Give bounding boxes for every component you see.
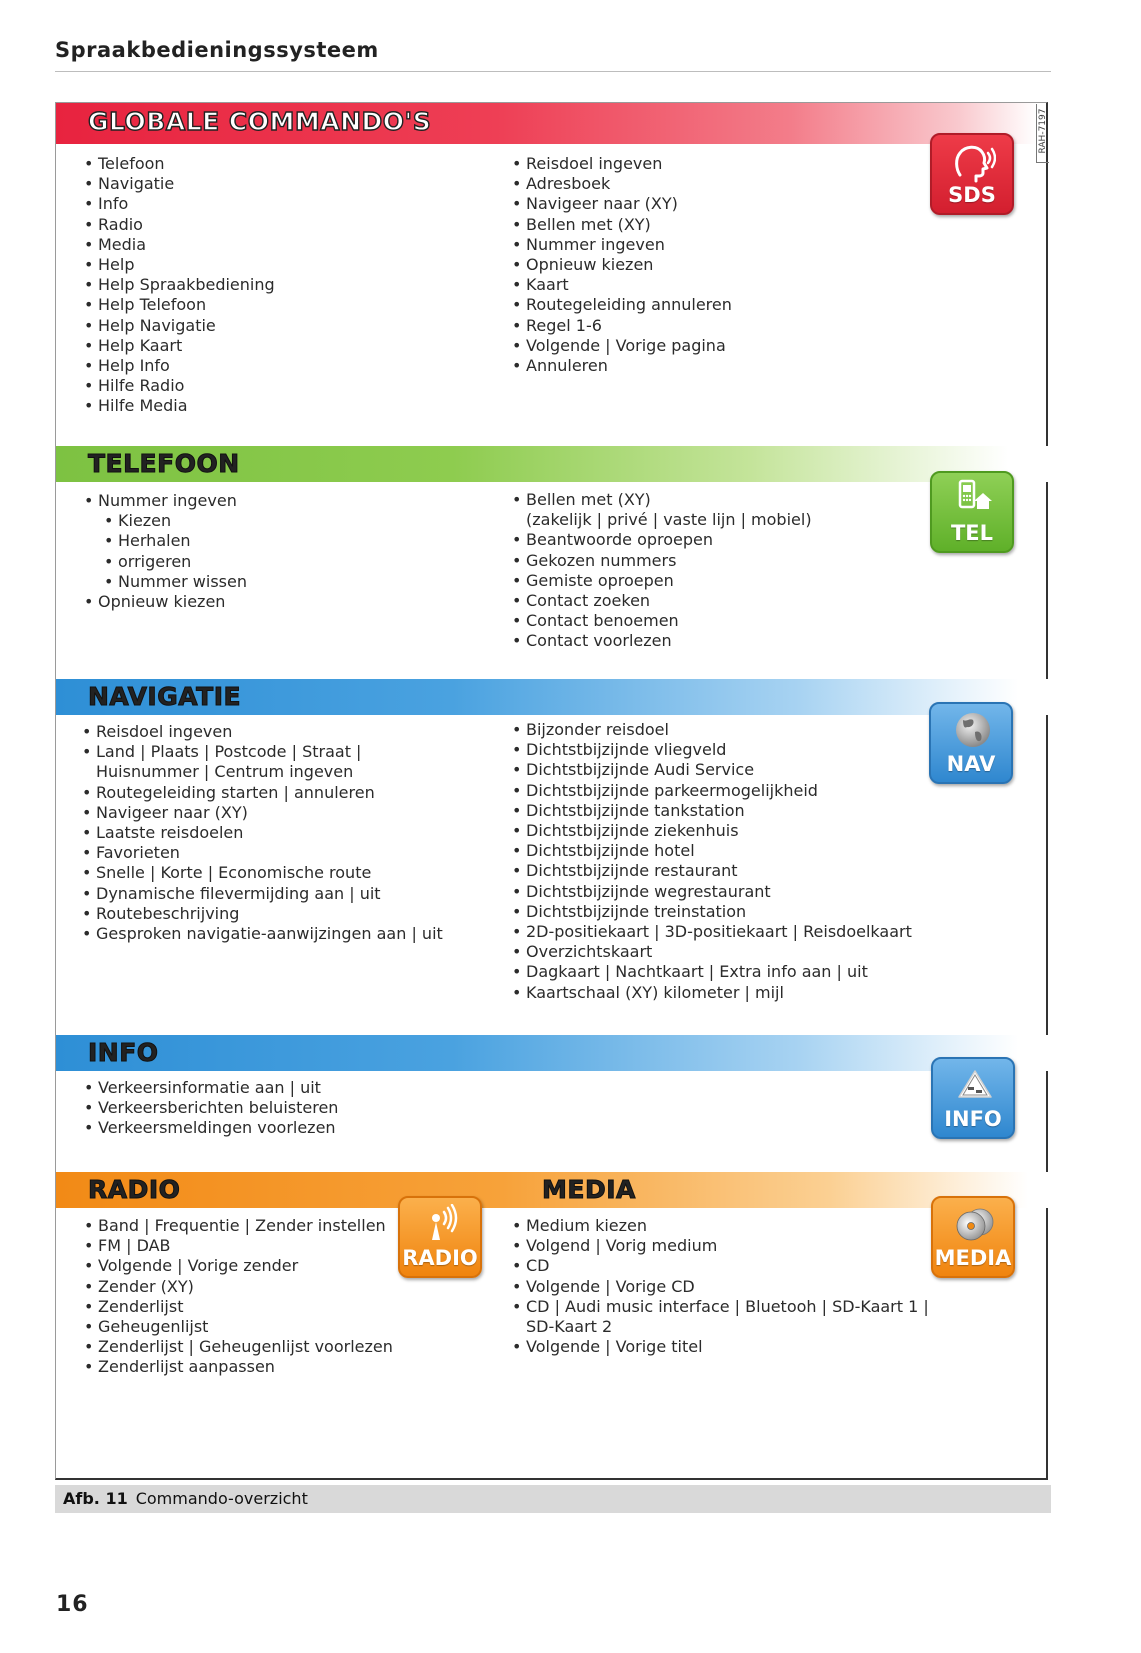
list-item: • Nummer ingeven [512,235,732,255]
list-item: • Gesproken navigatie-aanwijzingen aan | uit [82,924,443,944]
list-item: • Land | Plaats | Postcode | Straat | [82,742,443,762]
list-item: • Opnieuw kiezen [84,592,247,612]
list-item: • Hilfe Media [84,396,275,416]
global-commands-left-list [84,154,275,417]
list-item: • 2D-positiekaart | 3D-positiekaart | Reisdoelkaart [512,922,912,942]
speaking-head-icon [952,141,996,185]
list-item: • Nummer wissen [84,572,247,592]
list-item: • Help [84,255,275,275]
list-item: • Volgende | Vorige CD [512,1277,929,1297]
list-item: • Zenderlijst [84,1297,393,1317]
list-item: • Radio [84,215,275,235]
cd-disc-icon [953,1204,997,1246]
list-item: • Kaartschaal (XY) kilometer | mijl [512,983,912,1003]
tel-badge [930,471,1014,553]
list-item: • Verkeersmeldingen voorlezen [84,1118,338,1138]
list-item: • Dichtstbijzijnde vliegveld [512,740,912,760]
list-item: • Zender (XY) [84,1277,393,1297]
list-item: • Help Telefoon [84,295,275,315]
list-item: • Navigatie [84,174,275,194]
navigation-title: NAVIGATIE [88,682,242,711]
reference-code [1036,104,1049,163]
nav-badge [929,702,1013,784]
reference-code-label: RAH-7197 [1038,108,1048,154]
list-item: • Dichtstbijzijnde hotel [512,841,912,861]
telephone-right-list [512,490,812,652]
list-item: • Zenderlijst aanpassen [84,1357,393,1377]
list-item: • Dichtstbijzijnde restaurant [512,861,912,881]
list-item: • Annuleren [512,356,732,376]
sds-badge [930,133,1014,215]
radio-list [84,1216,393,1378]
list-item: • Bellen met (XY) [512,490,812,510]
globe-icon [951,710,995,752]
list-item: • Dichtstbijzijnde tankstation [512,801,912,821]
list-item: • Herhalen [84,531,247,551]
list-item: • Dichtstbijzijnde ziekenhuis [512,821,912,841]
list-item: • Regel 1-6 [512,316,732,336]
navigation-right-list [512,720,912,1003]
nav-badge-label: NAV [946,752,996,776]
radio-badge [398,1196,482,1278]
list-item: • Telefoon [84,154,275,174]
phone-home-icon [952,479,996,519]
list-item: • Help Navigatie [84,316,275,336]
figure-number: Afb. 11 [63,1489,128,1508]
radio-media-header [56,1172,1048,1208]
list-item: • Navigeer naar (XY) [512,194,732,214]
list-item: • Medium kiezen [512,1216,929,1236]
list-item: • Dichtstbijzijnde parkeermogelijkheid [512,781,912,801]
list-item: • Gemiste oproepen [512,571,812,591]
list-item: • Reisdoel ingeven [82,722,443,742]
list-item: • Overzichtskaart [512,942,912,962]
list-item: • Volgend | Vorig medium [512,1236,929,1256]
list-item: • Beantwoorde oproepen [512,530,812,550]
list-item: • Help Spraakbediening [84,275,275,295]
tel-badge-label: TEL [950,521,994,545]
list-item: • Verkeersberichten beluisteren [84,1098,338,1118]
list-item: • Routegeleiding starten | annuleren [82,783,443,803]
list-item: • Reisdoel ingeven [512,154,732,174]
radio-badge-label: RADIO [402,1246,478,1270]
info-badge-label: INFO [944,1107,1002,1131]
list-item: • Contact zoeken [512,591,812,611]
telephone-left-list [84,491,247,612]
media-badge-label: MEDIA [934,1246,1012,1270]
global-commands-right-list [512,154,732,376]
list-item: • FM | DAB [84,1236,393,1256]
list-item-continuation: SD-Kaart 2 [526,1317,613,1337]
list-item-continuation: (zakelijk | privé | vaste lijn | mobiel) [526,510,812,530]
list-item: • Adresboek [512,174,732,194]
figure-caption-text: Commando-overzicht [135,1489,308,1508]
list-item: • Hilfe Radio [84,376,275,396]
list-item: • Volgende | Vorige zender [84,1256,393,1276]
list-item: • Volgende | Vorige titel [512,1337,929,1357]
list-item: • Routebeschrijving [82,904,443,924]
global-commands-title: GLOBALE COMMANDO'S [88,107,432,136]
list-item: • Bijzonder reisdoel [512,720,912,740]
list-item: • Nummer ingeven [84,491,247,511]
list-item: • Info [84,194,275,214]
media-list [512,1216,929,1357]
info-header [56,1035,1048,1071]
radio-title: RADIO [88,1175,181,1204]
list-item: • Help Info [84,356,275,376]
traffic-warning-icon [953,1065,997,1105]
list-item: • Help Kaart [84,336,275,356]
list-item: • orrigeren [84,552,247,572]
page-title: Spraakbedieningssysteem [55,38,379,62]
telephone-title: TELEFOON [88,449,240,478]
list-item: • Kiezen [84,511,247,531]
list-item: • Media [84,235,275,255]
sds-badge-label: SDS [948,183,996,207]
list-item: • Contact voorlezen [512,631,812,651]
list-item: • Volgende | Vorige pagina [512,336,732,356]
list-item: • Dynamische filevermijding aan | uit [82,884,443,904]
list-item: • Kaart [512,275,732,295]
list-item: • Navigeer naar (XY) [82,803,443,823]
list-item: • CD | Audi music interface | Bluetooh | SD-Kaart 1 | [512,1297,929,1317]
list-item: • Snelle | Korte | Economische route [82,863,443,883]
info-title: INFO [88,1038,159,1067]
navigation-left-list [82,722,443,944]
list-item: • Gekozen nummers [512,551,812,571]
list-item: • Dichtstbijzijnde treinstation [512,902,912,922]
list-item: • CD [512,1256,929,1276]
list-item: • Geheugenlijst [84,1317,393,1337]
list-item: • Dichtstbijzijnde wegrestaurant [512,882,912,902]
list-item-continuation: Huisnummer | Centrum ingeven [96,762,354,782]
list-item: • Contact benoemen [512,611,812,631]
info-badge [931,1057,1015,1139]
header-divider [55,71,1051,72]
list-item: • Opnieuw kiezen [512,255,732,275]
list-item: • Laatste reisdoelen [82,823,443,843]
list-item: • Routegeleiding annuleren [512,295,732,315]
media-badge [931,1196,1015,1278]
list-item: • Band | Frequentie | Zender instellen [84,1216,393,1236]
list-item: • Dagkaart | Nachtkaart | Extra info aan | uit [512,962,912,982]
telephone-header [56,446,1048,482]
list-item: • Bellen met (XY) [512,215,732,235]
info-list [84,1078,338,1139]
navigation-header [56,679,1048,715]
global-commands-header [56,103,1036,144]
list-item: • Verkeersinformatie aan | uit [84,1078,338,1098]
list-item: • Dichtstbijzijnde Audi Service [512,760,912,780]
list-item: • Favorieten [82,843,443,863]
page-number: 16 [56,1592,89,1617]
media-title: MEDIA [542,1175,636,1204]
figure-caption [55,1485,1051,1513]
list-item: • Zenderlijst | Geheugenlijst voorlezen [84,1337,393,1357]
radio-antenna-icon [420,1204,464,1246]
